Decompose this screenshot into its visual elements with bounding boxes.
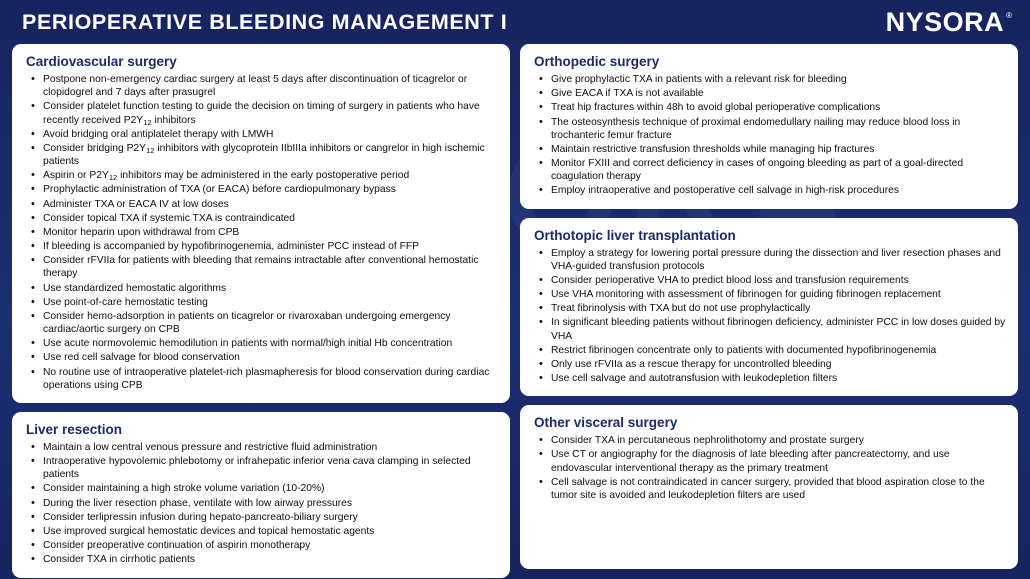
list-item: • No routine use of intraoperative platelet-rich plasmapheresis for blood conservation during cardiac operations using CPB (26, 366, 498, 392)
list-item: • Consider perioperative VHA to predict blood loss and transfusion requirements (534, 274, 1006, 287)
list-item: • Employ a strategy for lowering portal pressure during the dissection and liver resection phases and VHA-guided transfusion protocols (534, 247, 1006, 273)
list-item: • Cell salvage is not contraindicated in cancer surgery, provided that blood aspiration close to the tumor site is avoided and leukodepletion filters are used (534, 476, 1006, 502)
list-item: • Avoid bridging oral antiplatelet therapy with LMWH (26, 128, 498, 141)
bullet-list (534, 247, 1006, 386)
list-item: • Use standardized hemostatic algorithms (26, 282, 498, 295)
list-item: • Use red cell salvage for blood conservation (26, 351, 498, 364)
list-item: • Administer TXA or EACA IV at low doses (26, 198, 498, 211)
list-item: • Use acute normovolemic hemodilution in patients with normal/high initial Hb concentration (26, 337, 498, 350)
bullet-list (26, 73, 498, 392)
list-item: • Consider bridging $P2Y_{12}$ inhibitors with glycoprotein IIbIIIa inhibitors or cangrelor in high ischemic patients (26, 142, 498, 168)
list-item: • Use improved surgical hemostatic devices and topical hemostatic agents (26, 525, 498, 538)
list-item: • Maintain restrictive transfusion thresholds while managing hip fractures (534, 143, 1006, 156)
brand-logo (885, 6, 1012, 37)
card-orthopedic-surgery (520, 44, 1018, 209)
list-item: • Use cell salvage and autotransfusion with leukodepletion filters (534, 372, 1006, 385)
list-item: • Consider maintaining a high stroke volume variation (10-20%) (26, 482, 498, 495)
list-item: • Use CT or angiography for the diagnosis of late bleeding after pancreatectomy, and use endovascular interventional therapy as the primary treatment (534, 448, 1006, 474)
bullet-list (534, 434, 1006, 502)
left-column (12, 44, 510, 569)
list-item: • Consider topical TXA if systemic TXA is contraindicated (26, 212, 498, 225)
list-item: • Intraoperative hypovolemic phlebotomy or infrahepatic inferior vena cava clamping in selected patients (26, 455, 498, 481)
slide-header (0, 0, 1030, 44)
list-item: • Prophylactic administration of TXA (or EACA) before cardiopulmonary bypass (26, 183, 498, 196)
list-item: • Consider hemo-adsorption in patients on ticagrelor or rivaroxaban undergoing emergency cardiac/aortic surgery on CPB (26, 310, 498, 336)
card-title: Liver resection (26, 421, 123, 437)
list-item: • Consider TXA in cirrhotic patients (26, 553, 498, 566)
list-item: • Monitor heparin upon withdrawal from CPB (26, 226, 498, 239)
list-item: • Give prophylactic TXA in patients with a relevant risk for bleeding (534, 73, 1006, 86)
list-item: • Consider rFVIIa for patients with bleeding that remains intractable after conventional hemostatic therapy (26, 254, 498, 280)
list-item: • In significant bleeding patients without fibrinogen deficiency, administer PCC in low doses guided by VHA (534, 316, 1006, 342)
content-columns (0, 44, 1030, 579)
card-title: Cardiovascular surgery (26, 54, 177, 69)
list-item: • Monitor FXIII and correct deficiency in cases of ongoing bleeding as part of a goal-directed coagulation therapy (534, 157, 1006, 183)
list-item: • Treat hip fractures within 48h to avoid global perioperative complications (534, 101, 1006, 114)
list-item: • Treat fibrinolysis with TXA but do not use prophylactically (534, 302, 1006, 315)
brand-name: NYSORA (885, 6, 1005, 37)
list-item: • Consider platelet function testing to guide the decision on timing of surgery in patients who have recently received $P2Y_{12}$ inhibitors (26, 100, 498, 126)
bullet-list (26, 441, 498, 567)
list-item: • Consider terlipressin infusion during hepato-pancreato-biliary surgery (26, 511, 498, 524)
list-item: • Aspirin or $P2Y_{12}$ inhibitors may be administered in the early postoperative period (26, 169, 498, 182)
list-item: • Use VHA monitoring with assessment of fibrinogen for guiding fibrinogen replacement (534, 288, 1006, 301)
right-column (520, 44, 1018, 569)
bullet-list (534, 73, 1006, 198)
card-cardiovascular-surgery (12, 44, 510, 403)
registered-trademark-icon: ® (1006, 10, 1012, 20)
list-item: • Use point-of-care hemostatic testing (26, 296, 498, 309)
list-item: • Give EACA if TXA is not available (534, 87, 1006, 100)
card-title: Other visceral surgery (534, 415, 678, 431)
list-item: • Restrict fibrinogen concentrate only to patients with documented hypofibrinogenemia (534, 344, 1006, 357)
list-item: • Maintain a low central venous pressure and restrictive fluid administration (26, 441, 498, 454)
card-title: Orthopedic surgery (534, 54, 660, 69)
card-other-visceral-surgery (520, 405, 1018, 569)
list-item: • Consider preoperative continuation of aspirin monotherapy (26, 539, 498, 552)
card-title: Orthotopic liver transplantation (534, 227, 736, 243)
list-item: • If bleeding is accompanied by hypofibrinogenemia, administer PCC instead of FFP (26, 240, 498, 253)
list-item: • Consider TXA in percutaneous nephrolithotomy and prostate surgery (534, 434, 1006, 447)
list-item: • Only use rFVIIa as a rescue therapy for uncontrolled bleeding (534, 358, 1006, 371)
list-item: • During the liver resection phase, ventilate with low airway pressures (26, 497, 498, 510)
page-title: PERIOPERATIVE BLEEDING MANAGEMENT I (22, 9, 508, 34)
card-liver-resection (12, 412, 510, 578)
list-item: • The osteosynthesis technique of proximal endomedullary nailing may reduce blood loss in trochanteric femur fracture (534, 116, 1006, 142)
list-item: • Postpone non-emergency cardiac surgery at least 5 days after discontinuation of ticagrelor or clopidogrel and 7 days after prasugrel (26, 73, 498, 99)
card-orthotopic-liver-transplantation (520, 218, 1018, 397)
list-item: • Employ intraoperative and postoperative cell salvage in high-risk procedures (534, 184, 1006, 197)
